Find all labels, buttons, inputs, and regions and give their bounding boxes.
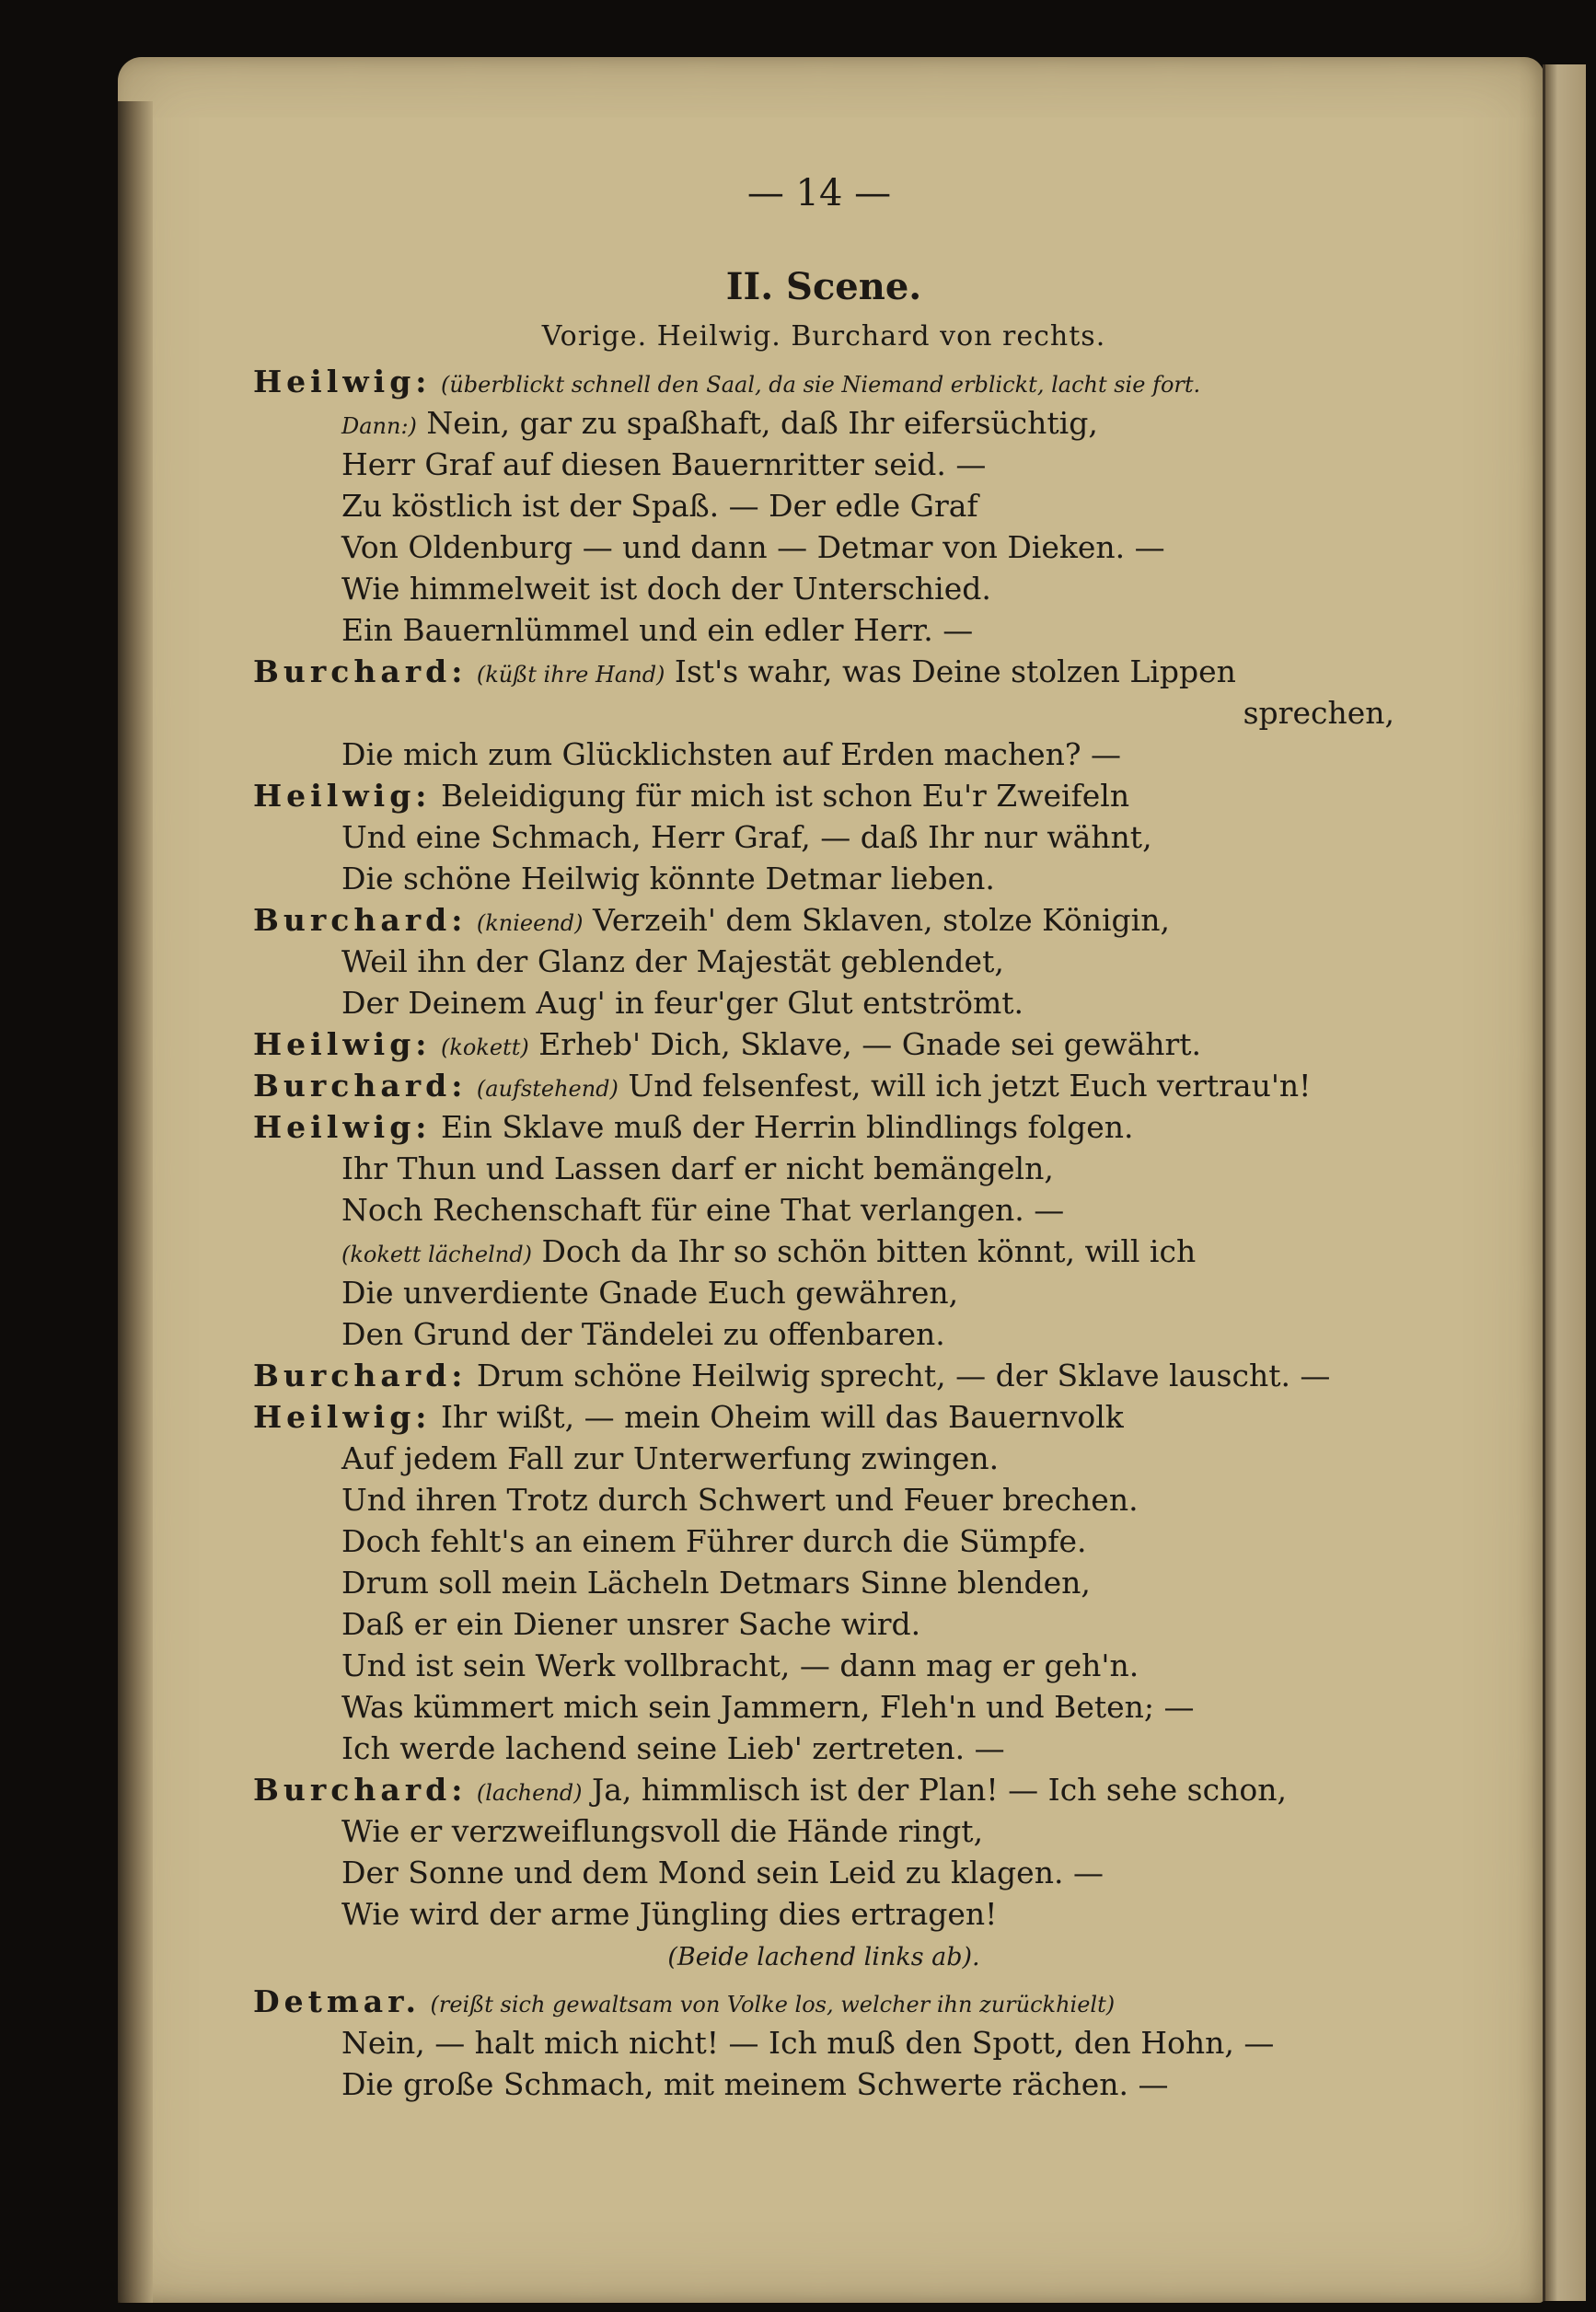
dialogue-line <box>253 1231 1394 1272</box>
dialogue-text: Nein, gar zu spaßhaft, daß Ihr eifersüchtig, <box>426 405 1098 441</box>
dialogue-line <box>253 1396 1394 1438</box>
dialogue-line <box>253 361 1394 402</box>
scene-heading: II. Scene. <box>725 265 922 308</box>
dialogue-line <box>253 2063 1394 2105</box>
dialogue-text: Und ihren Trotz durch Schwert und Feuer brechen. <box>341 1482 1139 1518</box>
dialogue-line <box>253 734 1394 775</box>
dialogue-text: Ja, himmlisch ist der Plan! — Ich sehe schon, <box>592 1772 1287 1808</box>
book-spine-shadow <box>118 101 153 2303</box>
dialogue-line <box>253 1023 1394 1065</box>
dialogue-text: Weil ihn der Glanz der Majestät geblendet, <box>341 943 1004 979</box>
dialogue-text: Daß er ein Diener unsrer Sache wird. <box>341 1606 921 1642</box>
dialogue-line <box>253 1313 1394 1355</box>
dialogue-line <box>253 1935 1394 1981</box>
speaker-name: Burchard: <box>253 1772 468 1808</box>
dialogue-line <box>253 816 1394 858</box>
speaker-name: Detmar. <box>253 1983 422 2019</box>
dialogue-text: Ein Sklave muß der Herrin blindlings folgen. <box>440 1109 1134 1145</box>
stage-direction-inline: (küßt ihre Hand) <box>476 662 665 688</box>
dialogue-line <box>253 1603 1394 1645</box>
speaker-name: Burchard: <box>253 653 468 689</box>
dialogue-text: Wie wird der arme Jüngling dies ertragen! <box>341 1896 998 1932</box>
dialogue-line <box>253 1562 1394 1603</box>
dialogue-text: Drum schöne Heilwig sprecht, — der Sklave lauscht. — <box>476 1358 1331 1393</box>
dialogue-line <box>253 1520 1394 1562</box>
dialogue-text: Doch da Ihr so schön bitten könnt, will ich <box>541 1233 1197 1269</box>
dialogue-line <box>253 651 1394 692</box>
dialogue-text: Ihr Thun und Lassen darf er nicht bemängeln, <box>341 1150 1054 1186</box>
dialogue-line <box>253 2022 1394 2063</box>
dialogue-text: Und ist sein Werk vollbracht, — dann mag er geh'n. <box>341 1647 1139 1683</box>
dialogue-line <box>253 1355 1394 1396</box>
dialogue-text: Beleidigung für mich ist schon Eu'r Zweifeln <box>440 778 1130 814</box>
stage-direction-inline: (kokett lächelnd) <box>341 1242 532 1267</box>
dialogue-text: sprechen, <box>1243 695 1394 731</box>
dialogue-line <box>253 1852 1394 1893</box>
dialogue-text: Die schöne Heilwig könnte Detmar lieben. <box>341 861 995 896</box>
dialogue-text: Und eine Schmach, Herr Graf, — daß Ihr nur wähnt, <box>341 819 1152 855</box>
speaker-name: Heilwig: <box>253 778 432 814</box>
dialogue-lines <box>253 361 1394 2105</box>
stage-direction-inline: (lachend) <box>476 1780 583 1806</box>
speaker-name: Heilwig: <box>253 1399 432 1435</box>
stage-direction-inline: (aufstehend) <box>476 1076 619 1102</box>
dialogue-line <box>253 1810 1394 1852</box>
page-text <box>253 166 1394 2105</box>
dialogue-text: Ein Bauernlümmel und ein edler Herr. — <box>341 612 974 648</box>
dialogue-text: Die unverdiente Gnade Euch gewähren, <box>341 1275 959 1311</box>
dialogue-line <box>253 1189 1394 1231</box>
speaker-name: Heilwig: <box>253 1109 432 1145</box>
dialogue-text: Den Grund der Tändelei zu offenbaren. <box>341 1316 945 1352</box>
dialogue-line <box>253 485 1394 526</box>
stage-direction-inline: (kokett) <box>440 1035 529 1060</box>
dialogue-text: Auf jedem Fall zur Unterwerfung zwingen. <box>341 1440 1000 1476</box>
dialogue-line <box>253 1065 1394 1106</box>
dialogue-text: Noch Rechenschaft für eine That verlangen. — <box>341 1192 1065 1228</box>
dialogue-line <box>253 982 1394 1023</box>
dialogue-line <box>253 402 1394 444</box>
dialogue-line <box>253 899 1394 941</box>
dialogue-text: Nein, — halt mich nicht! — Ich muß den Spott, den Hohn, — <box>341 2025 1275 2061</box>
page-number: — 14 — <box>746 172 892 214</box>
dialogue-text: Von Oldenburg — und dann — Detmar von Dieken. — <box>341 529 1165 565</box>
stage-direction-inline: Dann:) <box>341 413 417 439</box>
dialogue-line <box>253 775 1394 816</box>
adjacent-page-edge <box>1543 64 1586 2301</box>
speaker-name: Burchard: <box>253 1358 468 1393</box>
dialogue-text: Herr Graf auf diesen Bauernritter seid. — <box>341 446 987 482</box>
dialogue-line <box>253 1148 1394 1189</box>
dialogue-line <box>253 1438 1394 1479</box>
dialogue-line <box>253 609 1394 651</box>
dialogue-text: Verzeih' dem Sklaven, stolze Königin, <box>593 902 1170 938</box>
dialogue-text: Wie er verzweiflungsvoll die Hände ringt, <box>341 1813 984 1849</box>
dialogue-text: Wie himmelweit ist doch der Unterschied. <box>341 571 991 607</box>
dialogue-line <box>253 941 1394 982</box>
dialogue-line <box>253 526 1394 568</box>
stage-direction: Vorige. Heilwig. Burchard von rechts. <box>541 320 1106 353</box>
dialogue-line <box>253 1686 1394 1728</box>
dialogue-text: Die große Schmach, mit meinem Schwerte rächen. — <box>341 2066 1169 2102</box>
dialogue-text: Der Sonne und dem Mond sein Leid zu klagen. — <box>341 1855 1104 1890</box>
stage-direction-inline: (Beide lachend links ab). <box>667 1943 980 1971</box>
dialogue-text: Ihr wißt, — mein Oheim will das Bauernvolk <box>440 1399 1124 1435</box>
dialogue-line <box>253 568 1394 609</box>
dialogue-line <box>253 692 1394 734</box>
dialogue-line <box>253 1981 1394 2022</box>
dialogue-text: Der Deinem Aug' in feur'ger Glut entströmt. <box>341 985 1024 1021</box>
speaker-name: Heilwig: <box>253 1026 432 1062</box>
dialogue-line <box>253 1106 1394 1148</box>
dialogue-line <box>253 1645 1394 1686</box>
dialogue-line <box>253 1272 1394 1313</box>
speaker-name: Burchard: <box>253 902 468 938</box>
dialogue-text: Drum soll mein Lächeln Detmars Sinne blenden, <box>341 1565 1091 1601</box>
stage-direction-inline: (reißt sich gewaltsam von Volke los, welcher ihn zurückhielt) <box>430 1992 1116 2017</box>
dialogue-text: Ich werde lachend seine Lieb' zertreten. — <box>341 1730 1005 1766</box>
dialogue-line <box>253 1769 1394 1810</box>
dialogue-text: Doch fehlt's an einem Führer durch die Sümpfe. <box>341 1523 1087 1559</box>
dialogue-text: Was kümmert mich sein Jammern, Fleh'n und Beten; — <box>341 1689 1195 1725</box>
dialogue-text: Die mich zum Glücklichsten auf Erden machen? — <box>341 736 1122 772</box>
dialogue-line <box>253 444 1394 485</box>
dialogue-text: Und felsenfest, will ich jetzt Euch vertrau'n! <box>628 1068 1312 1104</box>
stage-direction-inline: (überblickt schnell den Saal, da sie Niemand erblickt, lacht sie fort. <box>440 372 1201 398</box>
speaker-name: Burchard: <box>253 1068 468 1104</box>
dialogue-line <box>253 1893 1394 1935</box>
dialogue-line <box>253 1728 1394 1769</box>
stage-direction-inline: (knieend) <box>476 910 584 936</box>
dialogue-text: Ist's wahr, was Deine stolzen Lippen <box>674 653 1236 689</box>
speaker-name: Heilwig: <box>253 364 432 399</box>
dialogue-text: Erheb' Dich, Sklave, — Gnade sei gewährt. <box>538 1026 1202 1062</box>
dialogue-line <box>253 858 1394 899</box>
dialogue-line <box>253 1479 1394 1520</box>
dialogue-text: Zu köstlich ist der Spaß. — Der edle Graf <box>341 488 978 524</box>
